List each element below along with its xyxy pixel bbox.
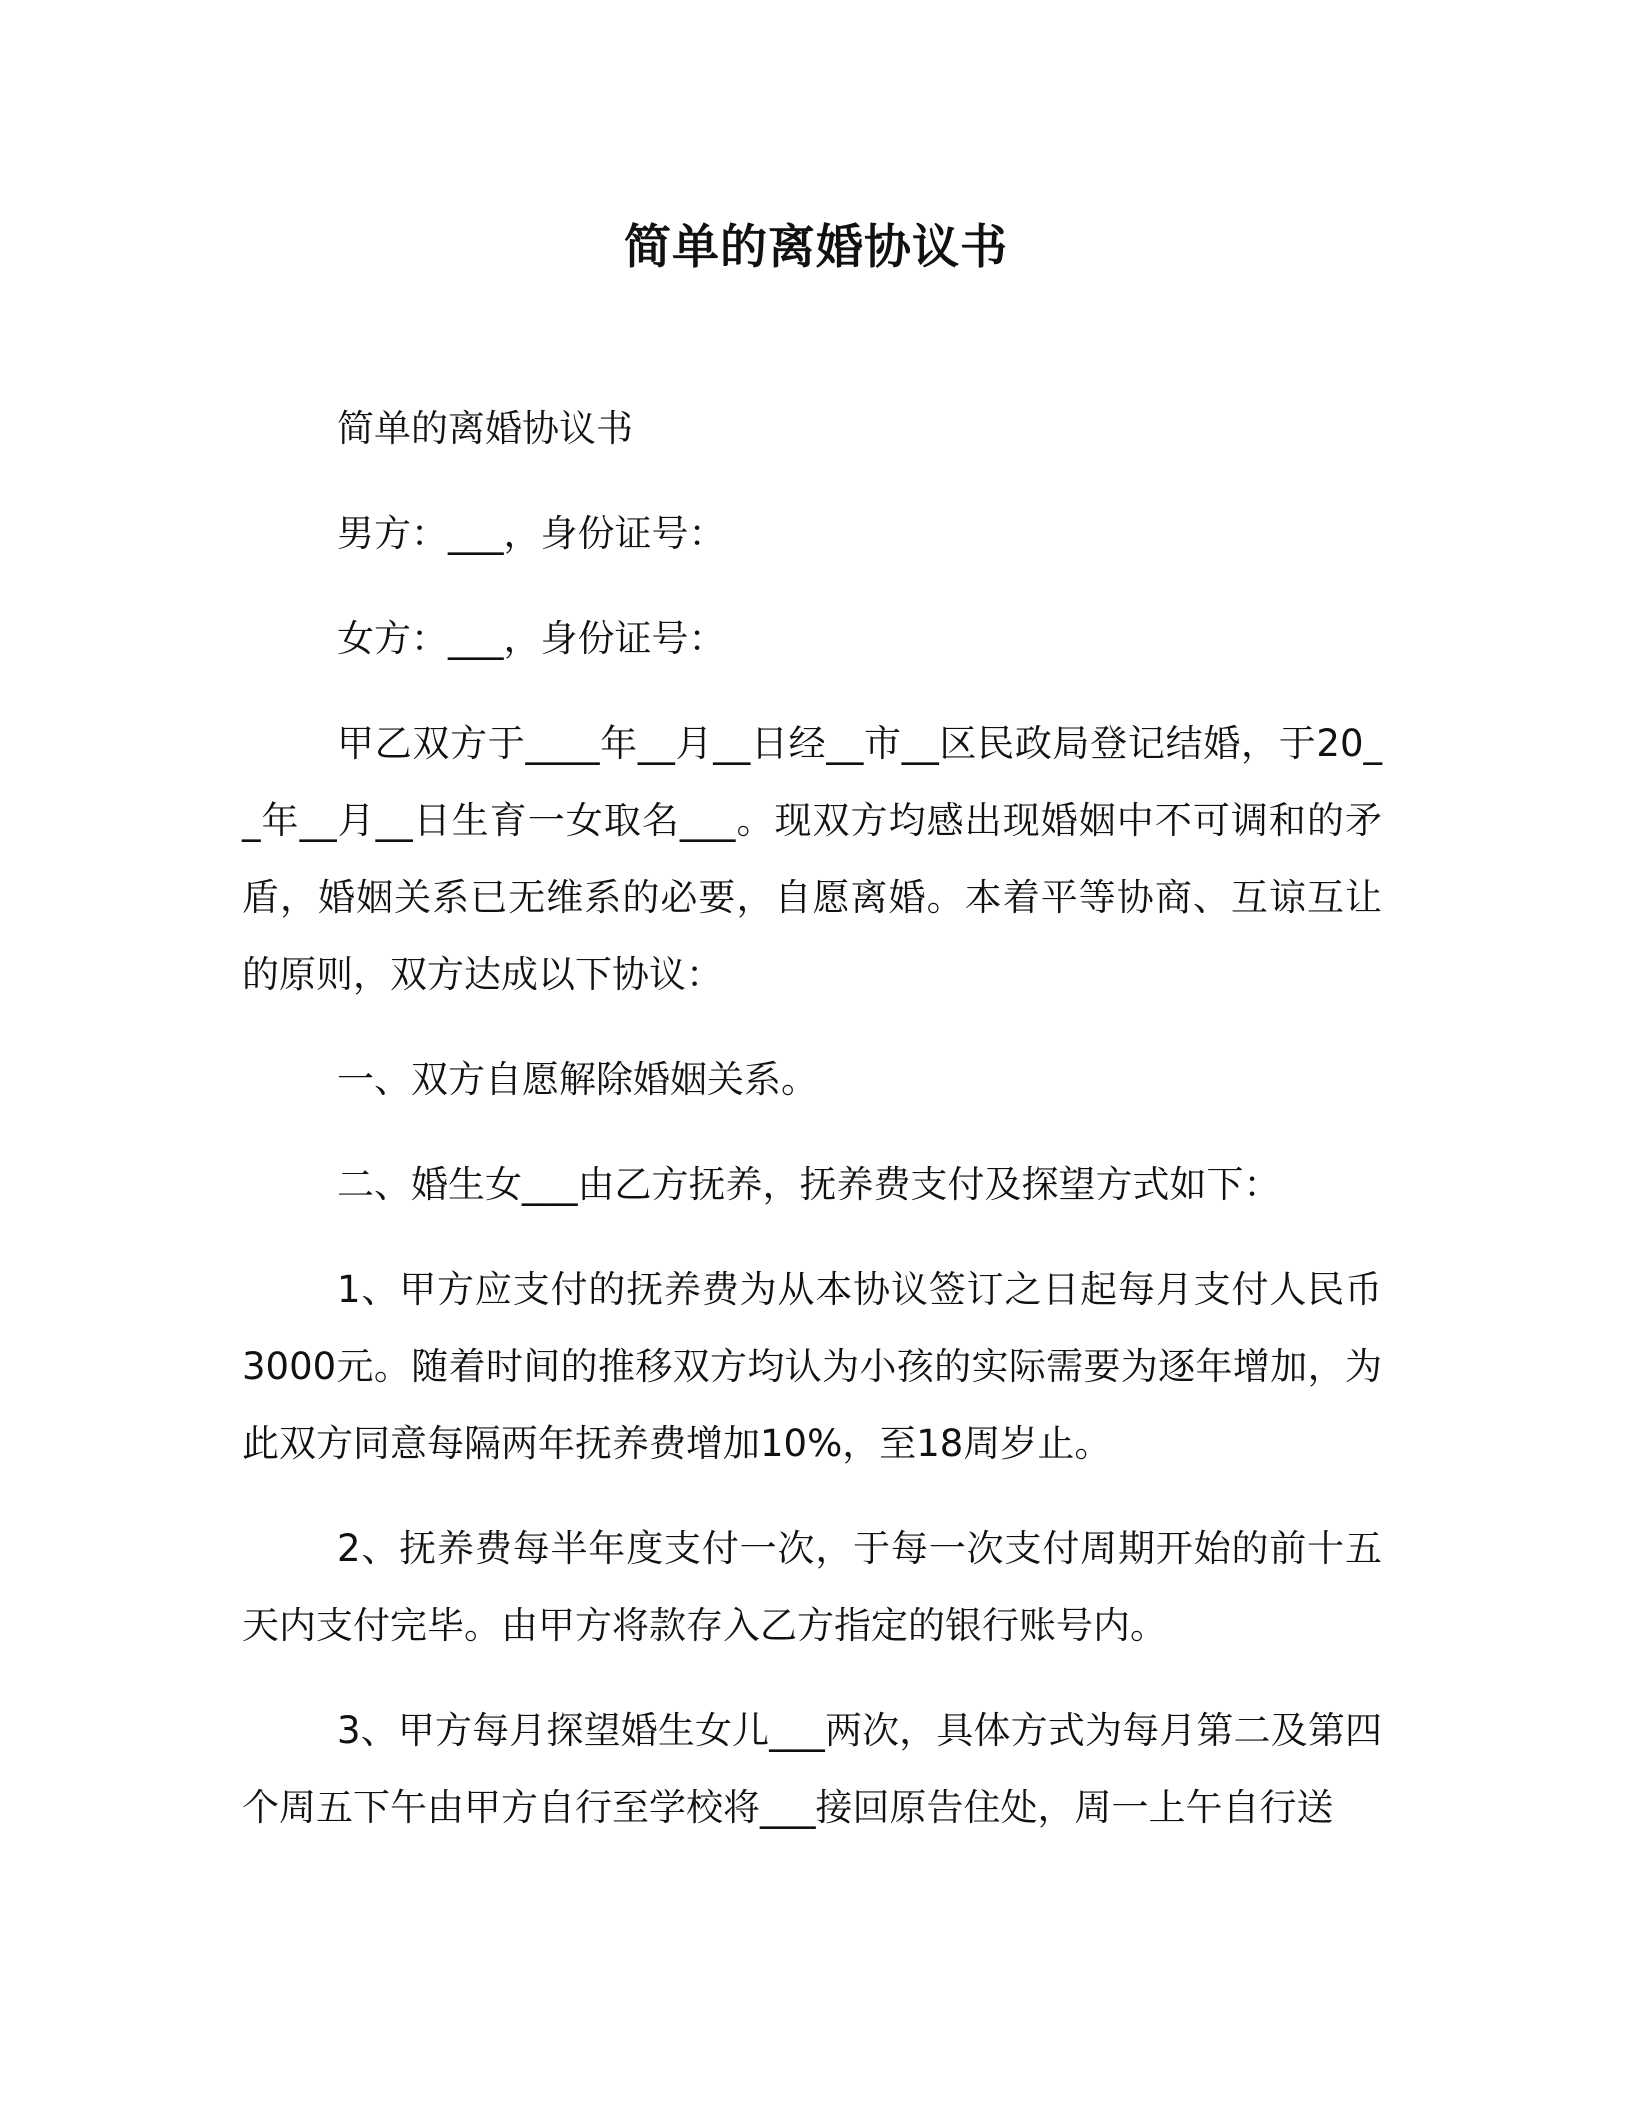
clause-two-item-2: 2、抚养费每半年度支付一次，于每一次支付周期开始的前十五天内支付完毕。由甲方将款存入乙方指定的银行账号内。 [242, 1527, 1382, 1647]
document-body [242, 390, 1382, 1874]
body-heading: 简单的离婚协议书 [337, 407, 633, 450]
clause-one: 一、双方自愿解除婚姻关系。 [337, 1058, 818, 1101]
clause-two: 二、婚生女___由乙方抚养，抚养费支付及探望方式如下： [337, 1163, 1281, 1206]
female-party-line: 女方：___，身份证号： [337, 617, 726, 660]
marriage-background-paragraph: 甲乙双方于____年__月__日经__市__区民政局登记结婚，于20__年__月__日生育一女取名___。现双方均感出现婚姻中不可调和的矛盾，婚姻关系已无维系的必要，自愿离婚。本着平等协商、互谅互让的原则，双方达成以下协议： [242, 722, 1382, 996]
clause-two-item-3: 3、甲方每月探望婚生女儿___两次，具体方式为每月第二及第四个周五下午由甲方自行至学校将___接回原告住处，周一上午自行送 [242, 1709, 1382, 1829]
clause-two-item-1: 1、甲方应支付的抚养费为从本协议签订之日起每月支付人民币3000元。随着时间的推移双方均认为小孩的实际需要为逐年增加，为此双方同意每隔两年抚养费增加10%，至18周岁止。 [242, 1268, 1382, 1465]
male-party-line: 男方：___，身份证号： [337, 512, 726, 555]
document-title: 简单的离婚协议书 [624, 220, 1008, 275]
